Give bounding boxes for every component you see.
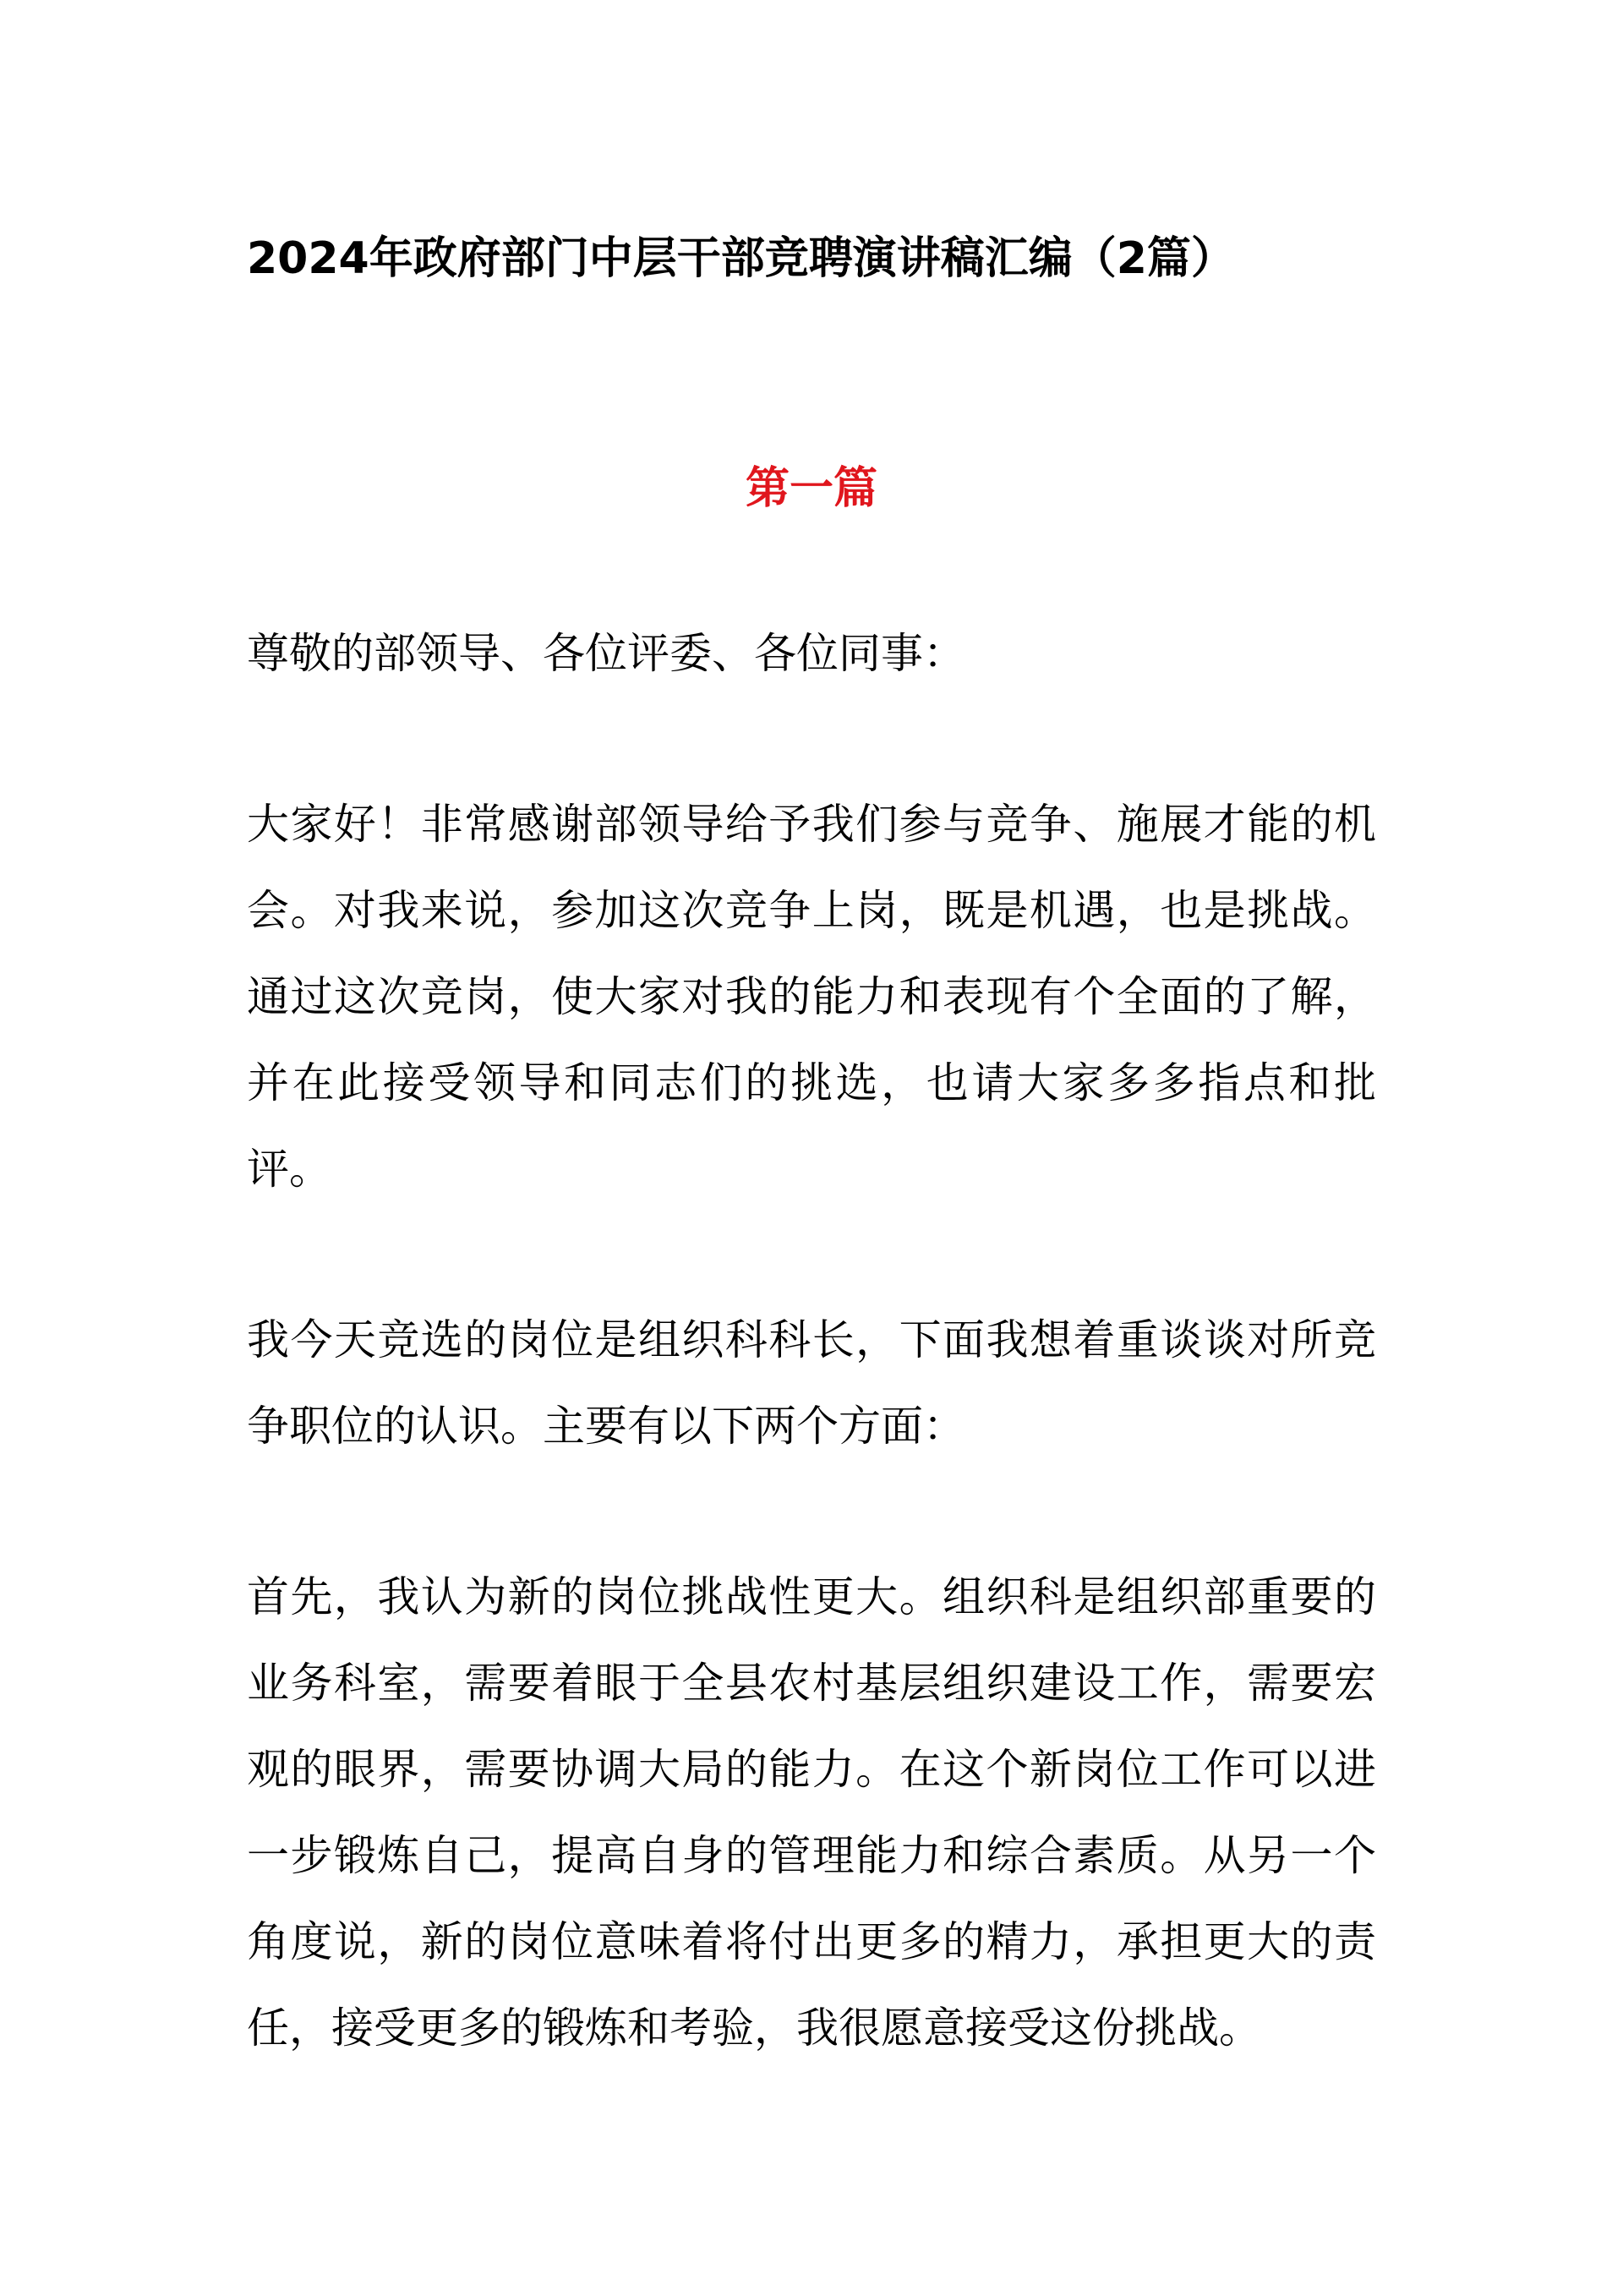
section-heading: 第一篇 bbox=[745, 463, 877, 514]
paragraph-position-intro: 我今天竞选的岗位是组织科科长，下面我想着重谈谈对所竞争职位的认识。主要有以下两个方面： bbox=[247, 1315, 1376, 1451]
paragraph-salutation: 尊敬的部领导、各位评委、各位同事： bbox=[247, 629, 965, 678]
paragraph-first-point: 首先，我认为新的岗位挑战性更大。组织科是组织部重要的业务科室，需要着眼于全县农村基层组织建设工作，需要宏观的眼界，需要协调大局的能力。在这个新岗位工作可以进一步锻炼自己，提高自身的管理能力和综合素质。从另一个角度说，新的岗位意味着将付出更多的精力，承担更大的责任，接受更多的锻炼和考验，我很愿意接受这份挑战。 bbox=[247, 1572, 1376, 2053]
paragraph-greeting: 大家好！非常感谢部领导给予我们参与竞争、施展才能的机会。对我来说，参加这次竞争上岗，既是机遇，也是挑战。通过这次竞岗，使大家对我的能力和表现有个全面的了解，并在此接受领导和同志们的挑选，也请大家多多指点和批评。 bbox=[247, 800, 1376, 1194]
document-title: 2024年政府部门中层干部竞聘演讲稿汇编（2篇） bbox=[247, 233, 1235, 284]
document-body bbox=[247, 610, 1376, 2071]
